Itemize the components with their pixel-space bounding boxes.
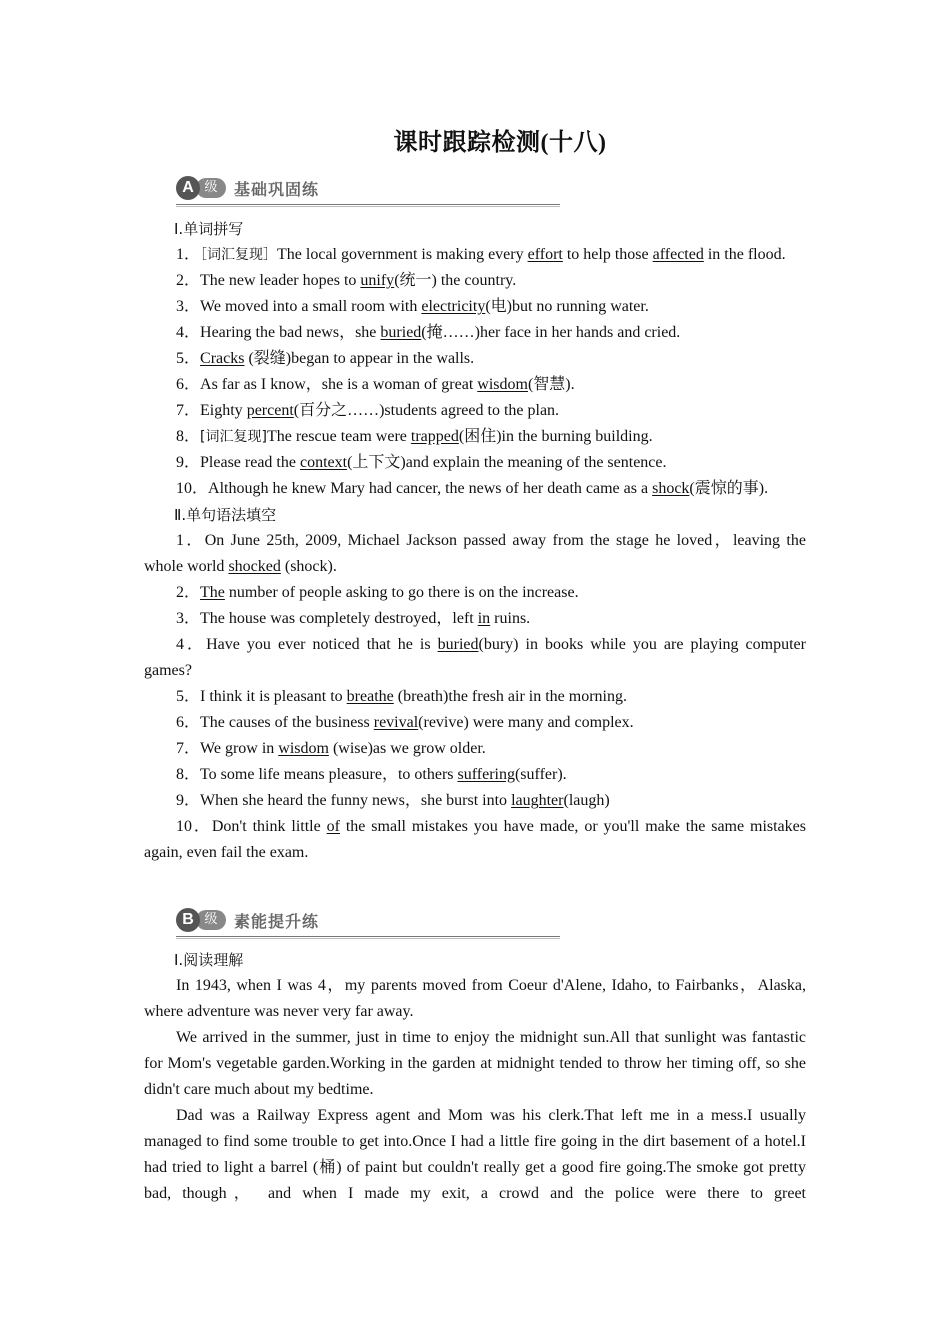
paragraph: In 1943, when I was 4，my parents moved from Coeur d'Alene, Idaho, to Fairbanks，Alaska, where adventure was never very far away. — [144, 977, 806, 1020]
section-heading: Ⅰ.阅读理解 — [174, 951, 244, 969]
list-item: 8．To some life means pleasure，to others suffering(suffer). — [176, 766, 567, 783]
list-item: 6．The causes of the business revival(revive) were many and complex. — [176, 714, 634, 731]
answer: revival — [373, 714, 419, 731]
section-heading: Ⅰ.单词拼写 — [174, 220, 244, 238]
answer: wisdom — [278, 740, 329, 757]
list-item: 1．［词汇复现］The local government is making every effort to help those affected in the flood. — [176, 246, 786, 263]
list-item: 4．Have you ever noticed that he is buried(bury) in books while you are playing computer games? — [144, 636, 806, 679]
list-item: 7．We grow in wisdom (wise)as we grow older. — [176, 740, 486, 757]
answer: wisdom — [477, 376, 528, 393]
list-item: 5．I think it is pleasant to breathe (breath)the fresh air in the morning. — [176, 688, 627, 705]
paragraph: We arrived in the summer, just in time to enjoy the midnight sun.All that sunlight was fantastic for Mom's vegetable garden.Working in the garden at midnight tended to throw her timing off, so she didn't care much about my bedtime. — [144, 1029, 806, 1098]
page-title: 课时跟踪检测(十八) — [393, 130, 607, 156]
list-item: 5．Cracks (裂缝)began to appear in the walls. — [176, 350, 475, 367]
answer: The — [200, 584, 225, 601]
section-a-content — [144, 216, 806, 866]
level-a-header — [176, 176, 560, 206]
answer: suffering — [457, 766, 515, 783]
answer: percent — [246, 402, 294, 419]
section-heading: Ⅱ.单句语法填空 — [174, 506, 277, 524]
answer: trapped — [410, 428, 459, 445]
list-item: 3．The house was completely destroyed，left in ruins. — [176, 610, 531, 627]
level-b-name: 素能提升练 — [234, 912, 320, 931]
list-item: 2．The new leader hopes to unify(统一) the country. — [176, 272, 517, 289]
list-item: 4．Hearing the bad news，she buried(掩……)her face in her hands and cried. — [176, 324, 681, 341]
divider — [176, 206, 560, 207]
list-item: 9．When she heard the funny news，she burst into laughter(laugh) — [176, 792, 610, 809]
answer: in — [477, 610, 491, 627]
divider — [176, 204, 560, 205]
answer: electricity — [421, 298, 486, 315]
answer: laughter — [511, 792, 564, 809]
list-item: 3．We moved into a small room with electricity(电)but no running water. — [176, 298, 649, 315]
list-item: 1．On June 25th, 2009, Michael Jackson passed away from the stage he loved，leaving the whole world shocked (shock). — [144, 532, 806, 575]
answer: context — [299, 454, 348, 471]
answer: Cracks — [200, 350, 245, 367]
answer: buried — [380, 324, 422, 341]
divider — [176, 936, 560, 937]
level-b-ji: 级 — [196, 910, 226, 930]
divider — [176, 938, 560, 939]
answer: shock — [652, 480, 690, 497]
level-a-badge-icon: A — [176, 176, 200, 200]
answer: shocked — [228, 558, 281, 575]
tag: [词汇复现] — [200, 429, 267, 445]
answer: buried — [437, 636, 479, 653]
answer: unify — [360, 272, 395, 289]
paragraph: Dad was a Railway Express agent and Mom was his clerk.That left me in a mess.I usually managed to find some trouble to get into.Once I had a little fire going in the dirt basement of a hotel.I had tried to light a barrel (桶) of paint but couldn't really get a good fire going.The smoke got pretty bad, though， and when I made my exit, a crowd and the police were there to greet — [144, 1107, 806, 1202]
list-item: 8．[词汇复现]The rescue team were trapped(困住)in the burning building. — [176, 428, 653, 445]
list-item: 7．Eighty percent(百分之……)students agreed to the plan. — [176, 402, 560, 419]
list-item: 9．Please read the context(上下文)and explain the meaning of the sentence. — [176, 454, 667, 471]
list-item: 10．Although he knew Mary had cancer, the news of her death came as a shock(震惊的事). — [176, 480, 769, 497]
list-item: 10．Don't think little of the small mistakes you have made, or you'll make the same mistakes again, even fail the exam. — [144, 818, 806, 861]
answer: affected — [652, 246, 704, 263]
section-b-content — [144, 947, 806, 1207]
answer: breathe — [346, 688, 394, 705]
answer: effort — [527, 246, 563, 263]
level-b-badge-icon: B — [176, 908, 200, 932]
answer: of — [326, 818, 340, 835]
tag: ［词汇复现］ — [200, 247, 278, 263]
level-a-name: 基础巩固练 — [234, 180, 320, 199]
list-item: 6．As far as I know，she is a woman of great wisdom(智慧). — [176, 376, 575, 393]
level-b-header — [176, 908, 560, 938]
list-item: 2．The number of people asking to go there is on the increase. — [176, 584, 579, 601]
level-a-ji: 级 — [196, 178, 226, 198]
